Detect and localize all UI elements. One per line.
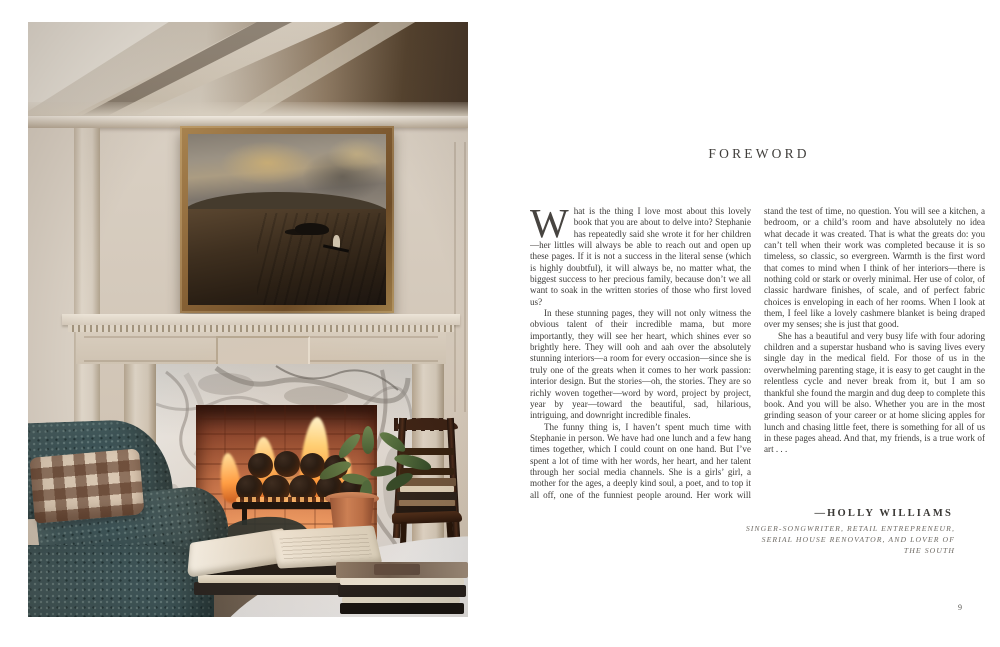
paragraph: The funny thing is, I haven’t spent much time with Stephanie in person. We have had one lunch and a few hang times together, which I could count on one hand. But I’ve spent a lot of time with her words, her heart, and her talent through her social media channels. She is a girls’ girl, a mother for the ages, a deeply kind soul, a poet, and to top it all off, one of the funniest people around. Her work will stand the test of time, no question. You will see a kitchen, a bedroom, or a child’s room and have absolutely no idea what decade it was created. That is what the greats do: you can’t tell when their work was completed because it is so timeless, so classic, so evergreen. Warmth is the first word that comes to mind when I think of her interiors—there is nothing cold or stark or overly minimal. Her use of color, of classic hardware finishes, of scale, and of perfect fabric choices is enveloping in each of her rooms. When I look at them, I feel like a lovely cashmere blanket is being draped over my senses; she is just that good.	[530, 206, 985, 500]
wall-molding-line	[454, 142, 456, 412]
landscape-painting-frame	[180, 126, 394, 313]
book	[340, 603, 464, 614]
frieze-center-panel	[216, 336, 310, 366]
page-title: FOREWORD	[708, 146, 810, 161]
fireplace-photo	[28, 22, 468, 617]
landscape-painting	[188, 134, 386, 305]
plant-leaf	[335, 430, 363, 460]
paragraph-text: hat is the thing I love most about this lovely book that you are about to delve into? Stephanie has repeatedly said she wrote it for her children—her littles will always be able to reach out and open up these pages. If it is not a success in the literal sense (which is highly doubtful), it will always be, no matter what, the biggest success to her precious family, because don’t we all want to soak in the written stories of those who first loved us?	[530, 206, 751, 307]
book-cover-art	[374, 564, 420, 575]
mantel-shelf	[62, 314, 460, 325]
page-number: 9	[958, 603, 962, 612]
plant-leaf	[393, 451, 433, 472]
painting-horses	[295, 223, 329, 235]
book-stack	[336, 562, 468, 617]
dentil-molding	[68, 325, 454, 332]
paragraph: In these stunning pages, they will not only witness the obvious talent of their incredible mama, but more importantly, they will see her heart, which shines ever so brightly here. They will ooh and aah over the absolutely stunning interiors—a room for every occasion—since she is truly one of the greats when it comes to her work passion: interior design. But the stories—oh, the stories. They are so richly woven together—word by word, project by project, year by year—toward the beautiful, sad, hilarious, intriguing, and downright incredible finales.	[530, 308, 751, 421]
coffered-ceiling	[28, 22, 468, 116]
open-book-text-lines	[279, 534, 372, 562]
door-casing	[74, 128, 100, 428]
plant-leaf	[362, 426, 374, 454]
plant-leaf	[369, 464, 396, 478]
gingham-pillow	[29, 448, 144, 523]
wall-panel	[28, 128, 74, 428]
painting-cloud	[327, 137, 386, 171]
ceiling-edge	[28, 102, 468, 116]
wall-molding-line	[464, 142, 466, 412]
book-pages	[340, 578, 464, 585]
paragraph	[530, 206, 751, 308]
foreword-page	[500, 0, 1000, 647]
signature-block	[530, 508, 985, 556]
foreword-body	[530, 206, 985, 510]
paragraph: She has a beautiful and very busy life with four adoring children and a superstar husband who is saving lives every single day in the medical field. For those of us in the overwhelming parenting stage, it is easy to get caught in the relentless cycle and never break from it, but I am so thankful she found the margin and dug deep to complete this book. And you will be also. Whether you are in the most grinding season of your career or at home slicing apples for lunch and chasing little feet, there is something for all of us in these pages ahead. And that, my friends, is a true work of art . . .	[764, 330, 985, 455]
signature-name: —HOLLY WILLIAMS	[814, 508, 953, 519]
plant-leaf	[378, 428, 409, 454]
signature-title: SINGER-SONGWRITER, RETAIL ENTREPRENEUR, SERIAL HOUSE RENOVATOR, AND LOVER OF THE SOUTH	[745, 524, 955, 555]
book	[338, 585, 466, 597]
drop-cap: W	[530, 206, 569, 246]
painting-cloud	[220, 141, 315, 185]
